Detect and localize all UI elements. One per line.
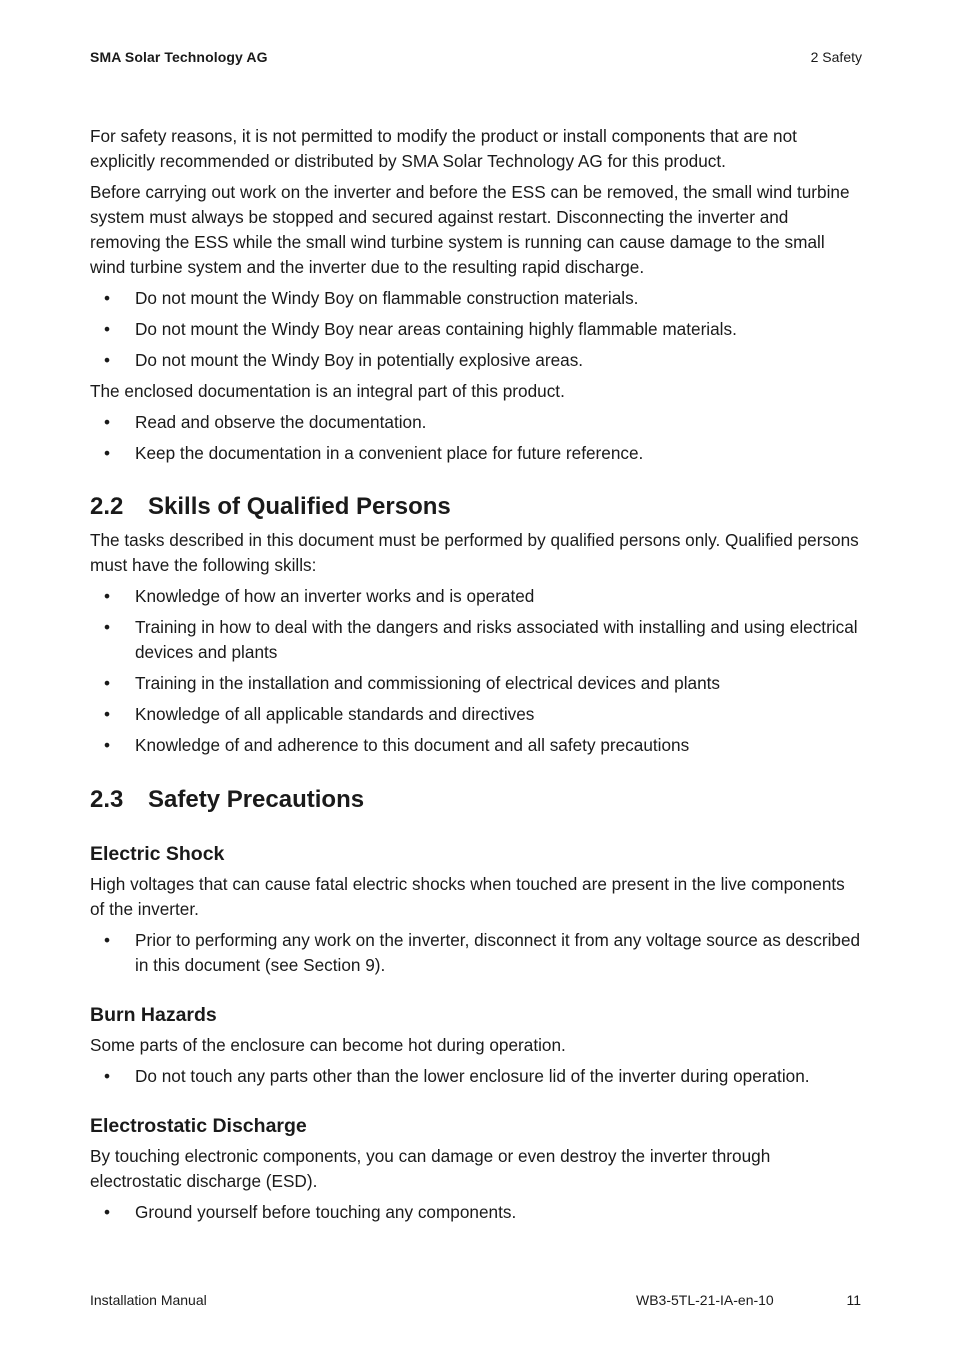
list-item: • Ground yourself before touching any components. [90,1200,862,1225]
subsection-paragraph: High voltages that can cause fatal electric shocks when touched are present in the live components of the inverter. [90,874,845,919]
footer-page-number: 11 [846,1292,861,1308]
bullet-list [90,928,862,978]
subsection-heading: Electrostatic Discharge [90,1115,307,1137]
intro-paragraph: The enclosed documentation is an integral part of this product. [90,381,565,401]
subsection-paragraph: Some parts of the enclosure can become hot during operation. [90,1035,566,1055]
list-item: • Training in the installation and commissioning of electrical devices and plants [90,671,862,696]
list-item: • Knowledge of and adherence to this document and all safety precautions [90,733,862,758]
list-item: • Read and observe the documentation. [90,410,862,435]
section-heading [90,492,862,522]
list-item: • Prior to performing any work on the inverter, disconnect it from any voltage source as described in this document (see Section 9). [90,928,862,978]
subsection-heading: Electric Shock [90,843,225,865]
intro-paragraph: Before carrying out work on the inverter and before the ESS can be removed, the small wind turbine system must always be stopped and secured against restart. Disconnecting the inverter and removing the ESS while the small wind turbine system is running can cause damage to the small wind turbine system and the inverter due to the resulting rapid discharge. [90,182,850,277]
section-number: 2.3 [90,786,124,813]
list-item: • Do not mount the Windy Boy in potentially explosive areas. [90,348,862,373]
list-item: • Knowledge of how an inverter works and is operated [90,584,862,609]
section-title: Skills of Qualified Persons [148,493,451,520]
section-paragraph: The tasks described in this document must be performed by qualified persons only. Qualified persons must have the following skills: [90,530,859,575]
section-title: Safety Precautions [148,786,365,813]
list-item: • Do not touch any parts other than the lower enclosure lid of the inverter during operation. [90,1064,862,1089]
section-number: 2.2 [90,493,124,520]
bullet-list [90,1200,862,1225]
header-company: SMA Solar Technology AG [90,49,268,65]
footer-document-code: WB3-5TL-21-IA-en-10 [636,1292,774,1308]
intro-paragraph: For safety reasons, it is not permitted to modify the product or install components that are not explicitly recommended or distributed by SMA Solar Technology AG for this product. [90,126,797,171]
bullet-list [90,286,862,373]
list-item: • Keep the documentation in a convenient place for future reference. [90,441,862,466]
bullet-list [90,1064,862,1089]
bullet-list [90,410,862,466]
header-chapter: 2 Safety [810,49,862,65]
list-item: • Training in how to deal with the dangers and risks associated with installing and using electrical devices and plants [90,615,862,665]
list-item: • Knowledge of all applicable standards and directives [90,702,862,727]
bullet-list [90,584,862,758]
list-item: • Do not mount the Windy Boy on flammable construction materials. [90,286,862,311]
section-heading [90,785,862,815]
subsection-paragraph: By touching electronic components, you can damage or even destroy the inverter through electrostatic discharge (ESD). [90,1146,771,1191]
list-item: • Do not mount the Windy Boy near areas containing highly flammable materials. [90,317,862,342]
subsection-heading: Burn Hazards [90,1004,217,1026]
footer-document-title: Installation Manual [90,1292,207,1308]
page-content [90,124,862,1225]
